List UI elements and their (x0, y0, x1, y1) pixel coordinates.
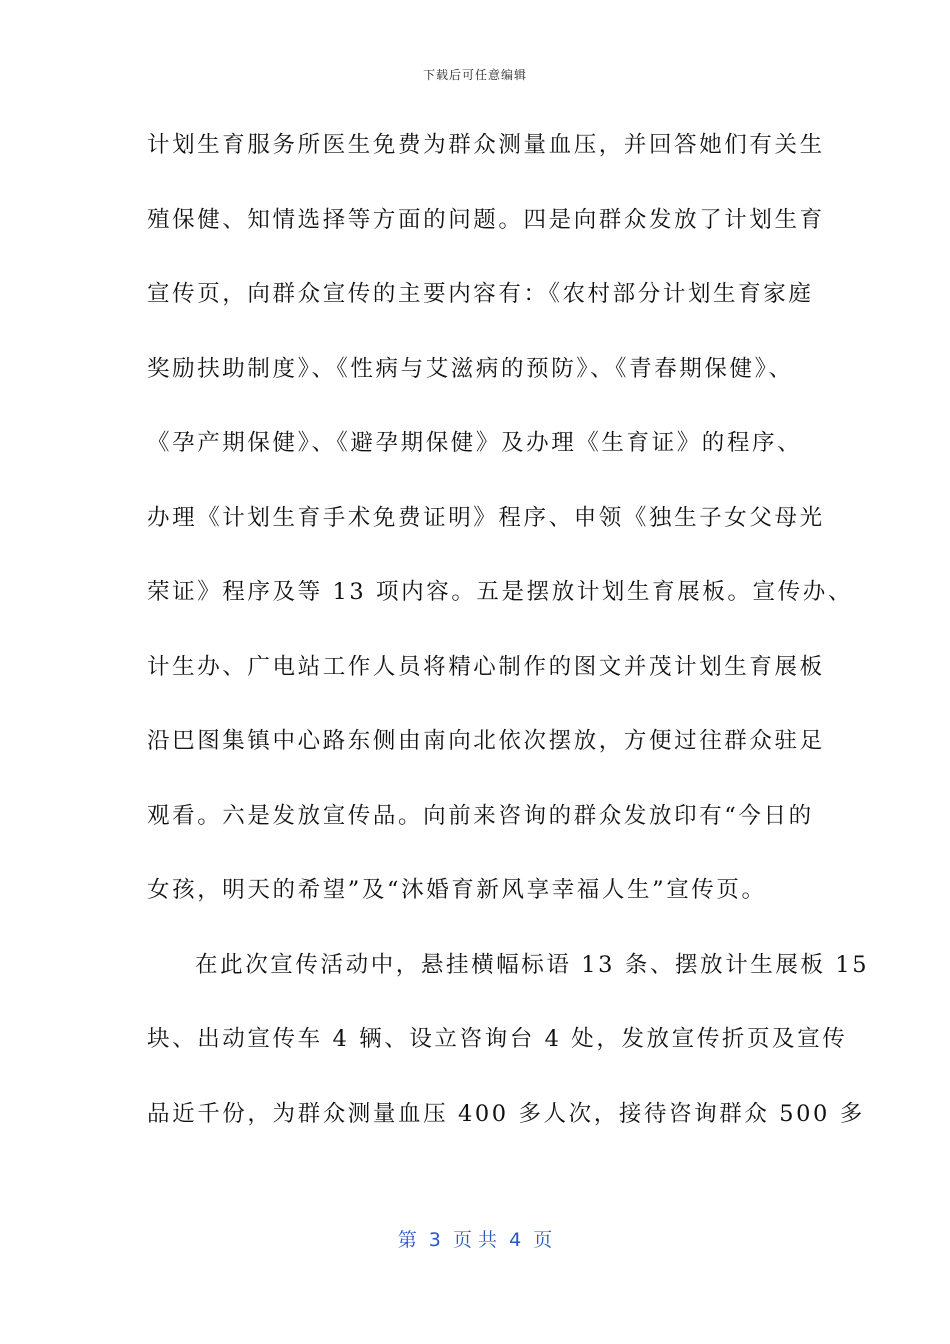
text-line: 宣传页，向群众宣传的主要内容有：《农村部分计划生育家庭 (147, 281, 814, 307)
text-line: 荣证》程序及等 13 项内容。五是摆放计划生育展板。宣传办、 (147, 579, 853, 605)
text-line: 沿巴图集镇中心路东侧由南向北依次摆放，方便过往群众驻足 (147, 728, 825, 754)
text-line: 计生办、广电站工作人员将精心制作的图文并茂计划生育展板 (147, 653, 825, 680)
paragraph-start-line: 在此次宣传活动中，悬挂横幅标语 13 条、摆放计生展板 15 (195, 951, 870, 978)
text-line: 《孕产期保健》、《避孕期保健》及办理《生育证》的程序、 (147, 430, 803, 456)
text-line: 奖励扶助制度》、《性病与艾滋病的预防》、《青春期保健》、 (147, 355, 794, 382)
page-number: 第 3 页 共 4 页 (397, 1229, 553, 1251)
text-line: 观看。六是发放宣传品。向前来咨询的群众发放印有“今日的 (147, 802, 814, 829)
text-line: 计划生育服务所医生免费为群众测量血压，并回答她们有关生 (147, 132, 825, 158)
text-line: 女孩，明天的希望”及“沐婚育新风享幸福人生”宣传页。 (147, 877, 767, 903)
text-line: 办理《计划生育手术免费证明》程序、申领《独生子女父母光 (147, 504, 825, 531)
page-header: 下载后可任意编辑 (422, 68, 527, 82)
document-body (147, 118, 870, 1161)
text-line: 块、出动宣传车 4 辆、设立咨询台 4 处，发放宣传折页及宣传 (147, 1026, 848, 1052)
text-line: 殖保健、知情选择等方面的问题。四是向群众发放了计划生育 (147, 206, 825, 233)
text-line: 品近千份，为群众测量血压 400 多人次，接待咨询群众 500 多 (147, 1100, 865, 1127)
